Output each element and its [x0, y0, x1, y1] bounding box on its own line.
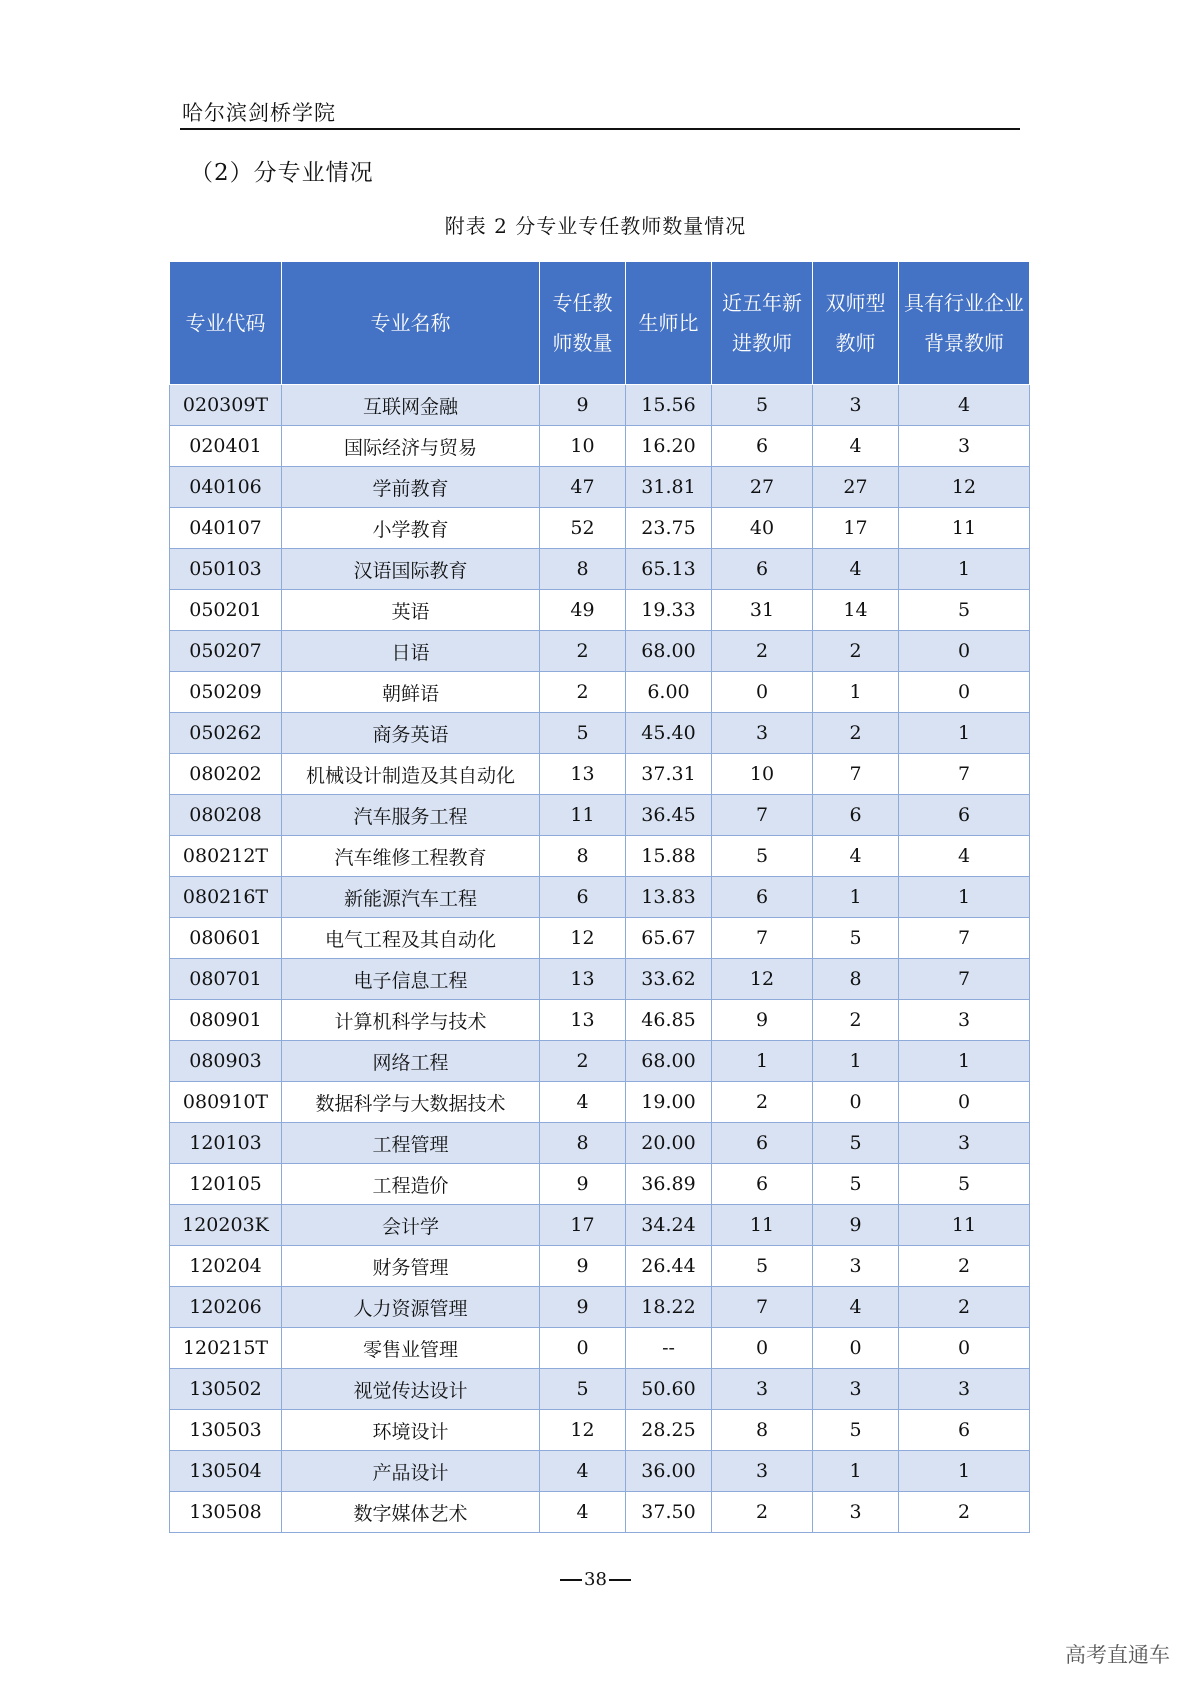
- table-cell: 12: [899, 467, 1030, 508]
- table-cell: 45.40: [626, 713, 712, 754]
- table-cell: 5: [899, 1164, 1030, 1205]
- table-cell: 6: [712, 549, 813, 590]
- table-cell: 4: [813, 549, 899, 590]
- table-cell: 财务管理: [282, 1246, 540, 1287]
- table-cell: 工程管理: [282, 1123, 540, 1164]
- table-cell: 5: [712, 836, 813, 877]
- column-header: 双师型教师: [813, 262, 899, 385]
- table-cell: 130503: [170, 1410, 282, 1451]
- table-cell: 汽车服务工程: [282, 795, 540, 836]
- table-row: [170, 918, 1030, 959]
- table-cell: 52: [540, 508, 626, 549]
- table-cell: 2: [540, 631, 626, 672]
- table-cell: 3: [899, 1000, 1030, 1041]
- table-cell: 120204: [170, 1246, 282, 1287]
- table-cell: 080903: [170, 1041, 282, 1082]
- table-cell: 3: [813, 1492, 899, 1533]
- table-cell: 零售业管理: [282, 1328, 540, 1369]
- table-cell: 130504: [170, 1451, 282, 1492]
- table-cell: 人力资源管理: [282, 1287, 540, 1328]
- table-cell: 电气工程及其自动化: [282, 918, 540, 959]
- table-cell: 2: [899, 1492, 1030, 1533]
- table-cell: 0: [712, 672, 813, 713]
- table-cell: 11: [540, 795, 626, 836]
- column-header: 专任教师数量: [540, 262, 626, 385]
- table-cell: 40: [712, 508, 813, 549]
- table-cell: 4: [899, 836, 1030, 877]
- table-cell: 9: [712, 1000, 813, 1041]
- table-cell: 050103: [170, 549, 282, 590]
- table-cell: 3: [813, 1246, 899, 1287]
- table-cell: 6.00: [626, 672, 712, 713]
- table-row: [170, 959, 1030, 1000]
- table-cell: 16.20: [626, 426, 712, 467]
- table-cell: 小学教育: [282, 508, 540, 549]
- column-header: 近五年新进教师: [712, 262, 813, 385]
- table-cell: 电子信息工程: [282, 959, 540, 1000]
- table-cell: 26.44: [626, 1246, 712, 1287]
- table-cell: 1: [813, 877, 899, 918]
- table-cell: 产品设计: [282, 1451, 540, 1492]
- table-cell: 050209: [170, 672, 282, 713]
- table-cell: 9: [540, 1164, 626, 1205]
- table-cell: 4: [813, 426, 899, 467]
- table-cell: 汉语国际教育: [282, 549, 540, 590]
- table-body: [170, 385, 1030, 1533]
- table-row: [170, 549, 1030, 590]
- table-cell: 6: [712, 426, 813, 467]
- table-cell: 1: [813, 1041, 899, 1082]
- table-cell: 6: [899, 1410, 1030, 1451]
- table-cell: 6: [712, 1164, 813, 1205]
- column-header: 生师比: [626, 262, 712, 385]
- table-row: [170, 754, 1030, 795]
- table-row: [170, 590, 1030, 631]
- faculty-table: [169, 261, 1030, 1533]
- table-cell: 65.67: [626, 918, 712, 959]
- table-cell: 2: [899, 1287, 1030, 1328]
- table-cell: 17: [813, 508, 899, 549]
- table-cell: 10: [712, 754, 813, 795]
- table-cell: 4: [540, 1492, 626, 1533]
- table-cell: 020401: [170, 426, 282, 467]
- table-cell: 5: [540, 1369, 626, 1410]
- table-cell: 47: [540, 467, 626, 508]
- table-cell: 27: [712, 467, 813, 508]
- table-cell: 080212T: [170, 836, 282, 877]
- table-cell: 朝鲜语: [282, 672, 540, 713]
- table-row: [170, 1328, 1030, 1369]
- table-cell: 6: [712, 1123, 813, 1164]
- table-cell: 080601: [170, 918, 282, 959]
- table-cell: 15.88: [626, 836, 712, 877]
- table-cell: 0: [899, 1328, 1030, 1369]
- table-row: [170, 1205, 1030, 1246]
- table-cell: 5: [813, 1123, 899, 1164]
- table-cell: 日语: [282, 631, 540, 672]
- table-cell: 68.00: [626, 631, 712, 672]
- table-cell: 1: [899, 877, 1030, 918]
- table-cell: 46.85: [626, 1000, 712, 1041]
- table-cell: 50.60: [626, 1369, 712, 1410]
- table-cell: 23.75: [626, 508, 712, 549]
- table-cell: 汽车维修工程教育: [282, 836, 540, 877]
- table-cell: 28.25: [626, 1410, 712, 1451]
- table-row: [170, 508, 1030, 549]
- table-cell: 3: [813, 385, 899, 426]
- table-cell: 0: [899, 631, 1030, 672]
- table-cell: 网络工程: [282, 1041, 540, 1082]
- table-cell: --: [626, 1328, 712, 1369]
- table-row: [170, 1246, 1030, 1287]
- table-cell: 5: [712, 1246, 813, 1287]
- table-row: [170, 877, 1030, 918]
- table-row: [170, 1082, 1030, 1123]
- table-cell: 5: [712, 385, 813, 426]
- table-cell: 国际经济与贸易: [282, 426, 540, 467]
- table-row: [170, 672, 1030, 713]
- table-cell: 040106: [170, 467, 282, 508]
- table-row: [170, 426, 1030, 467]
- table-cell: 4: [813, 1287, 899, 1328]
- table-cell: 2: [540, 672, 626, 713]
- column-header: 具有行业企业背景教师: [899, 262, 1030, 385]
- table-cell: 8: [540, 1123, 626, 1164]
- table-cell: 1: [813, 672, 899, 713]
- table-row: [170, 1000, 1030, 1041]
- table-cell: 65.13: [626, 549, 712, 590]
- table-cell: 3: [899, 426, 1030, 467]
- table-row: [170, 795, 1030, 836]
- table-cell: 20.00: [626, 1123, 712, 1164]
- table-header-row: [170, 262, 1030, 385]
- school-name: 哈尔滨剑桥学院: [182, 101, 336, 125]
- table-row: [170, 1041, 1030, 1082]
- table-cell: 英语: [282, 590, 540, 631]
- table-cell: 5: [899, 590, 1030, 631]
- table-cell: 7: [899, 918, 1030, 959]
- table-cell: 0: [899, 1082, 1030, 1123]
- table-cell: 4: [899, 385, 1030, 426]
- table-cell: 2: [813, 1000, 899, 1041]
- table-cell: 1: [899, 1451, 1030, 1492]
- table-cell: 36.45: [626, 795, 712, 836]
- table-cell: 080701: [170, 959, 282, 1000]
- table-cell: 14: [813, 590, 899, 631]
- table-cell: 3: [712, 713, 813, 754]
- table-cell: 3: [712, 1451, 813, 1492]
- table-cell: 4: [540, 1082, 626, 1123]
- table-cell: 0: [712, 1328, 813, 1369]
- table-cell: 1: [899, 713, 1030, 754]
- table-cell: 31.81: [626, 467, 712, 508]
- table-cell: 8: [540, 549, 626, 590]
- table-cell: 3: [813, 1369, 899, 1410]
- table-cell: 120103: [170, 1123, 282, 1164]
- column-header: 专业代码: [170, 262, 282, 385]
- table-cell: 3: [899, 1369, 1030, 1410]
- table-cell: 3: [712, 1369, 813, 1410]
- header-divider: [180, 128, 1020, 130]
- table-cell: 工程造价: [282, 1164, 540, 1205]
- table-cell: 4: [540, 1451, 626, 1492]
- table-cell: 2: [899, 1246, 1030, 1287]
- table-caption: 附表 2 分专业专任教师数量情况: [444, 214, 747, 238]
- table-cell: 080208: [170, 795, 282, 836]
- table-cell: 120203K: [170, 1205, 282, 1246]
- table-cell: 8: [813, 959, 899, 1000]
- table-cell: 15.56: [626, 385, 712, 426]
- table-cell: 2: [712, 1492, 813, 1533]
- table-cell: 050207: [170, 631, 282, 672]
- table-cell: 49: [540, 590, 626, 631]
- table-cell: 9: [540, 385, 626, 426]
- table-row: [170, 836, 1030, 877]
- table-cell: 36.89: [626, 1164, 712, 1205]
- page-number-text: 38: [584, 1569, 607, 1590]
- table-row: [170, 1164, 1030, 1205]
- section-title: （2）分专业情况: [190, 160, 374, 186]
- table-cell: 11: [712, 1205, 813, 1246]
- table-cell: 080216T: [170, 877, 282, 918]
- table-row: [170, 1287, 1030, 1328]
- table-cell: 机械设计制造及其自动化: [282, 754, 540, 795]
- table-cell: 1: [899, 1041, 1030, 1082]
- table-cell: 33.62: [626, 959, 712, 1000]
- table-cell: 5: [813, 1410, 899, 1451]
- table-cell: 6: [813, 795, 899, 836]
- table-cell: 2: [712, 631, 813, 672]
- table-cell: 13: [540, 959, 626, 1000]
- table-row: [170, 1123, 1030, 1164]
- table-cell: 7: [899, 754, 1030, 795]
- table-row: [170, 1410, 1030, 1451]
- table-cell: 13: [540, 754, 626, 795]
- table-cell: 1: [813, 1451, 899, 1492]
- table-row: [170, 631, 1030, 672]
- table-cell: 1: [899, 549, 1030, 590]
- table-row: [170, 467, 1030, 508]
- table-cell: 13.83: [626, 877, 712, 918]
- table-cell: 新能源汽车工程: [282, 877, 540, 918]
- table-cell: 9: [540, 1287, 626, 1328]
- table-cell: 5: [540, 713, 626, 754]
- table-cell: 互联网金融: [282, 385, 540, 426]
- table-cell: 9: [813, 1205, 899, 1246]
- table-cell: 8: [540, 836, 626, 877]
- table-cell: 环境设计: [282, 1410, 540, 1451]
- table-cell: 37.50: [626, 1492, 712, 1533]
- table-cell: 3: [899, 1123, 1030, 1164]
- table-cell: 130508: [170, 1492, 282, 1533]
- table-cell: 6: [540, 877, 626, 918]
- table-row: [170, 1369, 1030, 1410]
- table-cell: 080901: [170, 1000, 282, 1041]
- table-cell: 13: [540, 1000, 626, 1041]
- table-cell: 7: [813, 754, 899, 795]
- table-cell: 0: [813, 1082, 899, 1123]
- table-cell: 7: [712, 795, 813, 836]
- table-cell: 5: [813, 1164, 899, 1205]
- table-cell: 130502: [170, 1369, 282, 1410]
- table-cell: 商务英语: [282, 713, 540, 754]
- table-cell: 36.00: [626, 1451, 712, 1492]
- table-cell: 34.24: [626, 1205, 712, 1246]
- table-row: [170, 385, 1030, 426]
- table-cell: 17: [540, 1205, 626, 1246]
- table-row: [170, 1451, 1030, 1492]
- table-cell: 080202: [170, 754, 282, 795]
- table-cell: 11: [899, 1205, 1030, 1246]
- table-cell: 9: [540, 1246, 626, 1287]
- table-cell: 2: [712, 1082, 813, 1123]
- table-cell: 计算机科学与技术: [282, 1000, 540, 1041]
- table-cell: 050201: [170, 590, 282, 631]
- table-cell: 12: [540, 1410, 626, 1451]
- table-cell: 11: [899, 508, 1030, 549]
- table-cell: 0: [813, 1328, 899, 1369]
- table-cell: 4: [813, 836, 899, 877]
- table-cell: 0: [899, 672, 1030, 713]
- table-cell: 31: [712, 590, 813, 631]
- table-cell: 050262: [170, 713, 282, 754]
- table-cell: 8: [712, 1410, 813, 1451]
- table-cell: 020309T: [170, 385, 282, 426]
- table-cell: 2: [540, 1041, 626, 1082]
- table-cell: 68.00: [626, 1041, 712, 1082]
- table-cell: 6: [712, 877, 813, 918]
- table-cell: 6: [899, 795, 1030, 836]
- table-cell: 5: [813, 918, 899, 959]
- table-cell: 1: [712, 1041, 813, 1082]
- table-cell: 19.33: [626, 590, 712, 631]
- column-header: 专业名称: [282, 262, 540, 385]
- table-cell: 040107: [170, 508, 282, 549]
- table-cell: 19.00: [626, 1082, 712, 1123]
- table-cell: 7: [899, 959, 1030, 1000]
- table-cell: 18.22: [626, 1287, 712, 1328]
- table-cell: 120206: [170, 1287, 282, 1328]
- table-cell: 会计学: [282, 1205, 540, 1246]
- table-cell: 27: [813, 467, 899, 508]
- table-cell: 7: [712, 1287, 813, 1328]
- table-cell: 数字媒体艺术: [282, 1492, 540, 1533]
- table-cell: 12: [540, 918, 626, 959]
- page-dash-left: [560, 1579, 582, 1581]
- table-row: [170, 1492, 1030, 1533]
- table-cell: 120215T: [170, 1328, 282, 1369]
- watermark: 高考直通车: [1065, 1643, 1170, 1667]
- table-cell: 学前教育: [282, 467, 540, 508]
- table-row: [170, 713, 1030, 754]
- table-cell: 080910T: [170, 1082, 282, 1123]
- table-cell: 10: [540, 426, 626, 467]
- table-cell: 视觉传达设计: [282, 1369, 540, 1410]
- table-cell: 12: [712, 959, 813, 1000]
- page-dash-right: [609, 1579, 631, 1581]
- table-cell: 120105: [170, 1164, 282, 1205]
- table-cell: 数据科学与大数据技术: [282, 1082, 540, 1123]
- table-cell: 7: [712, 918, 813, 959]
- page-number: [0, 1569, 1191, 1590]
- table-cell: 2: [813, 631, 899, 672]
- table-cell: 37.31: [626, 754, 712, 795]
- table-cell: 0: [540, 1328, 626, 1369]
- table-cell: 2: [813, 713, 899, 754]
